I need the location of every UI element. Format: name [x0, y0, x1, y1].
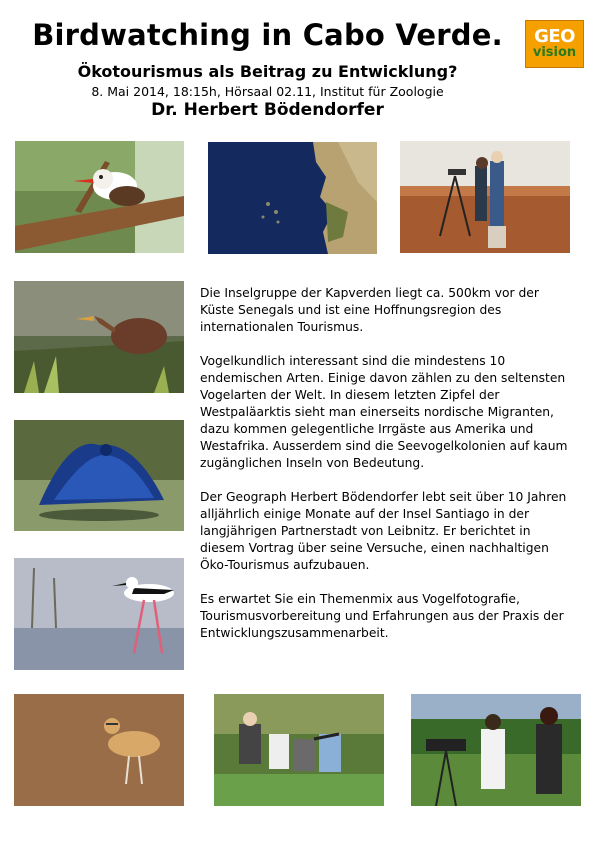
heron-photo — [14, 281, 184, 393]
poster-title: Birdwatching in Cabo Verde. — [32, 18, 503, 52]
kingfisher-photo — [15, 141, 184, 253]
poster-subtitle: Ökotourismus als Beitrag zu Entwicklung? — [77, 62, 458, 81]
logo-line1: GEO — [534, 26, 575, 47]
geovision-logo — [525, 20, 584, 68]
black-heron-photo — [14, 420, 184, 531]
paragraph-speaker: Der Geograph Herbert Bödendorfer lebt seit über 10 Jahren alljährlich einige Monate auf der Insel Santiago in der langjährigen Partnerstadt von Leibnitz. Er berichtet in diesem Vortrag über seine Versuche, einen nachhaltigen Öko-Tourismus aufzubauen. — [200, 490, 567, 572]
speaker-name: Dr. Herbert Bödendorfer — [151, 100, 384, 120]
group-birders-photo — [214, 694, 384, 806]
event-info: 8. Mai 2014, 18:15h, Hörsaal 02.11, Institut für Zoologie — [91, 84, 444, 99]
paragraph-topics: Es erwartet Sie ein Themenmix aus Vogelfotografie, Tourismusvorbereitung und Erfahrungen aus der Praxis der Entwicklungszusammenarbeit. — [200, 592, 564, 640]
paragraph-birds: Vogelkundlich interessant sind die mindestens 10 endemischen Arten. Einige davon zählen zu den seltensten Vogelarten der Welt. In diesem letzten Zipfel der Westpaläarktis sieht man einerseits nordische Migranten, dazu kommen gelegentliche Irrgäste aus Amerika und Westafrika. Ausserdem sind die Seevogelkolonien auf kaum zugänglichen Inseln von Bedeutung. — [200, 354, 568, 470]
description-text — [200, 285, 575, 659]
birders-telescope-photo — [400, 141, 570, 253]
paragraph-location: Die Inselgruppe der Kapverden liegt ca. 500km vor der Küste Senegals und ist eine Hoffnungsregion des internationalen Tourismus. — [200, 286, 539, 334]
telescope-group-photo — [411, 694, 581, 806]
logo-line2: vision — [532, 45, 577, 60]
cape-verde-map-photo — [208, 142, 377, 254]
stilt-photo — [14, 558, 184, 670]
courser-photo — [14, 694, 184, 806]
